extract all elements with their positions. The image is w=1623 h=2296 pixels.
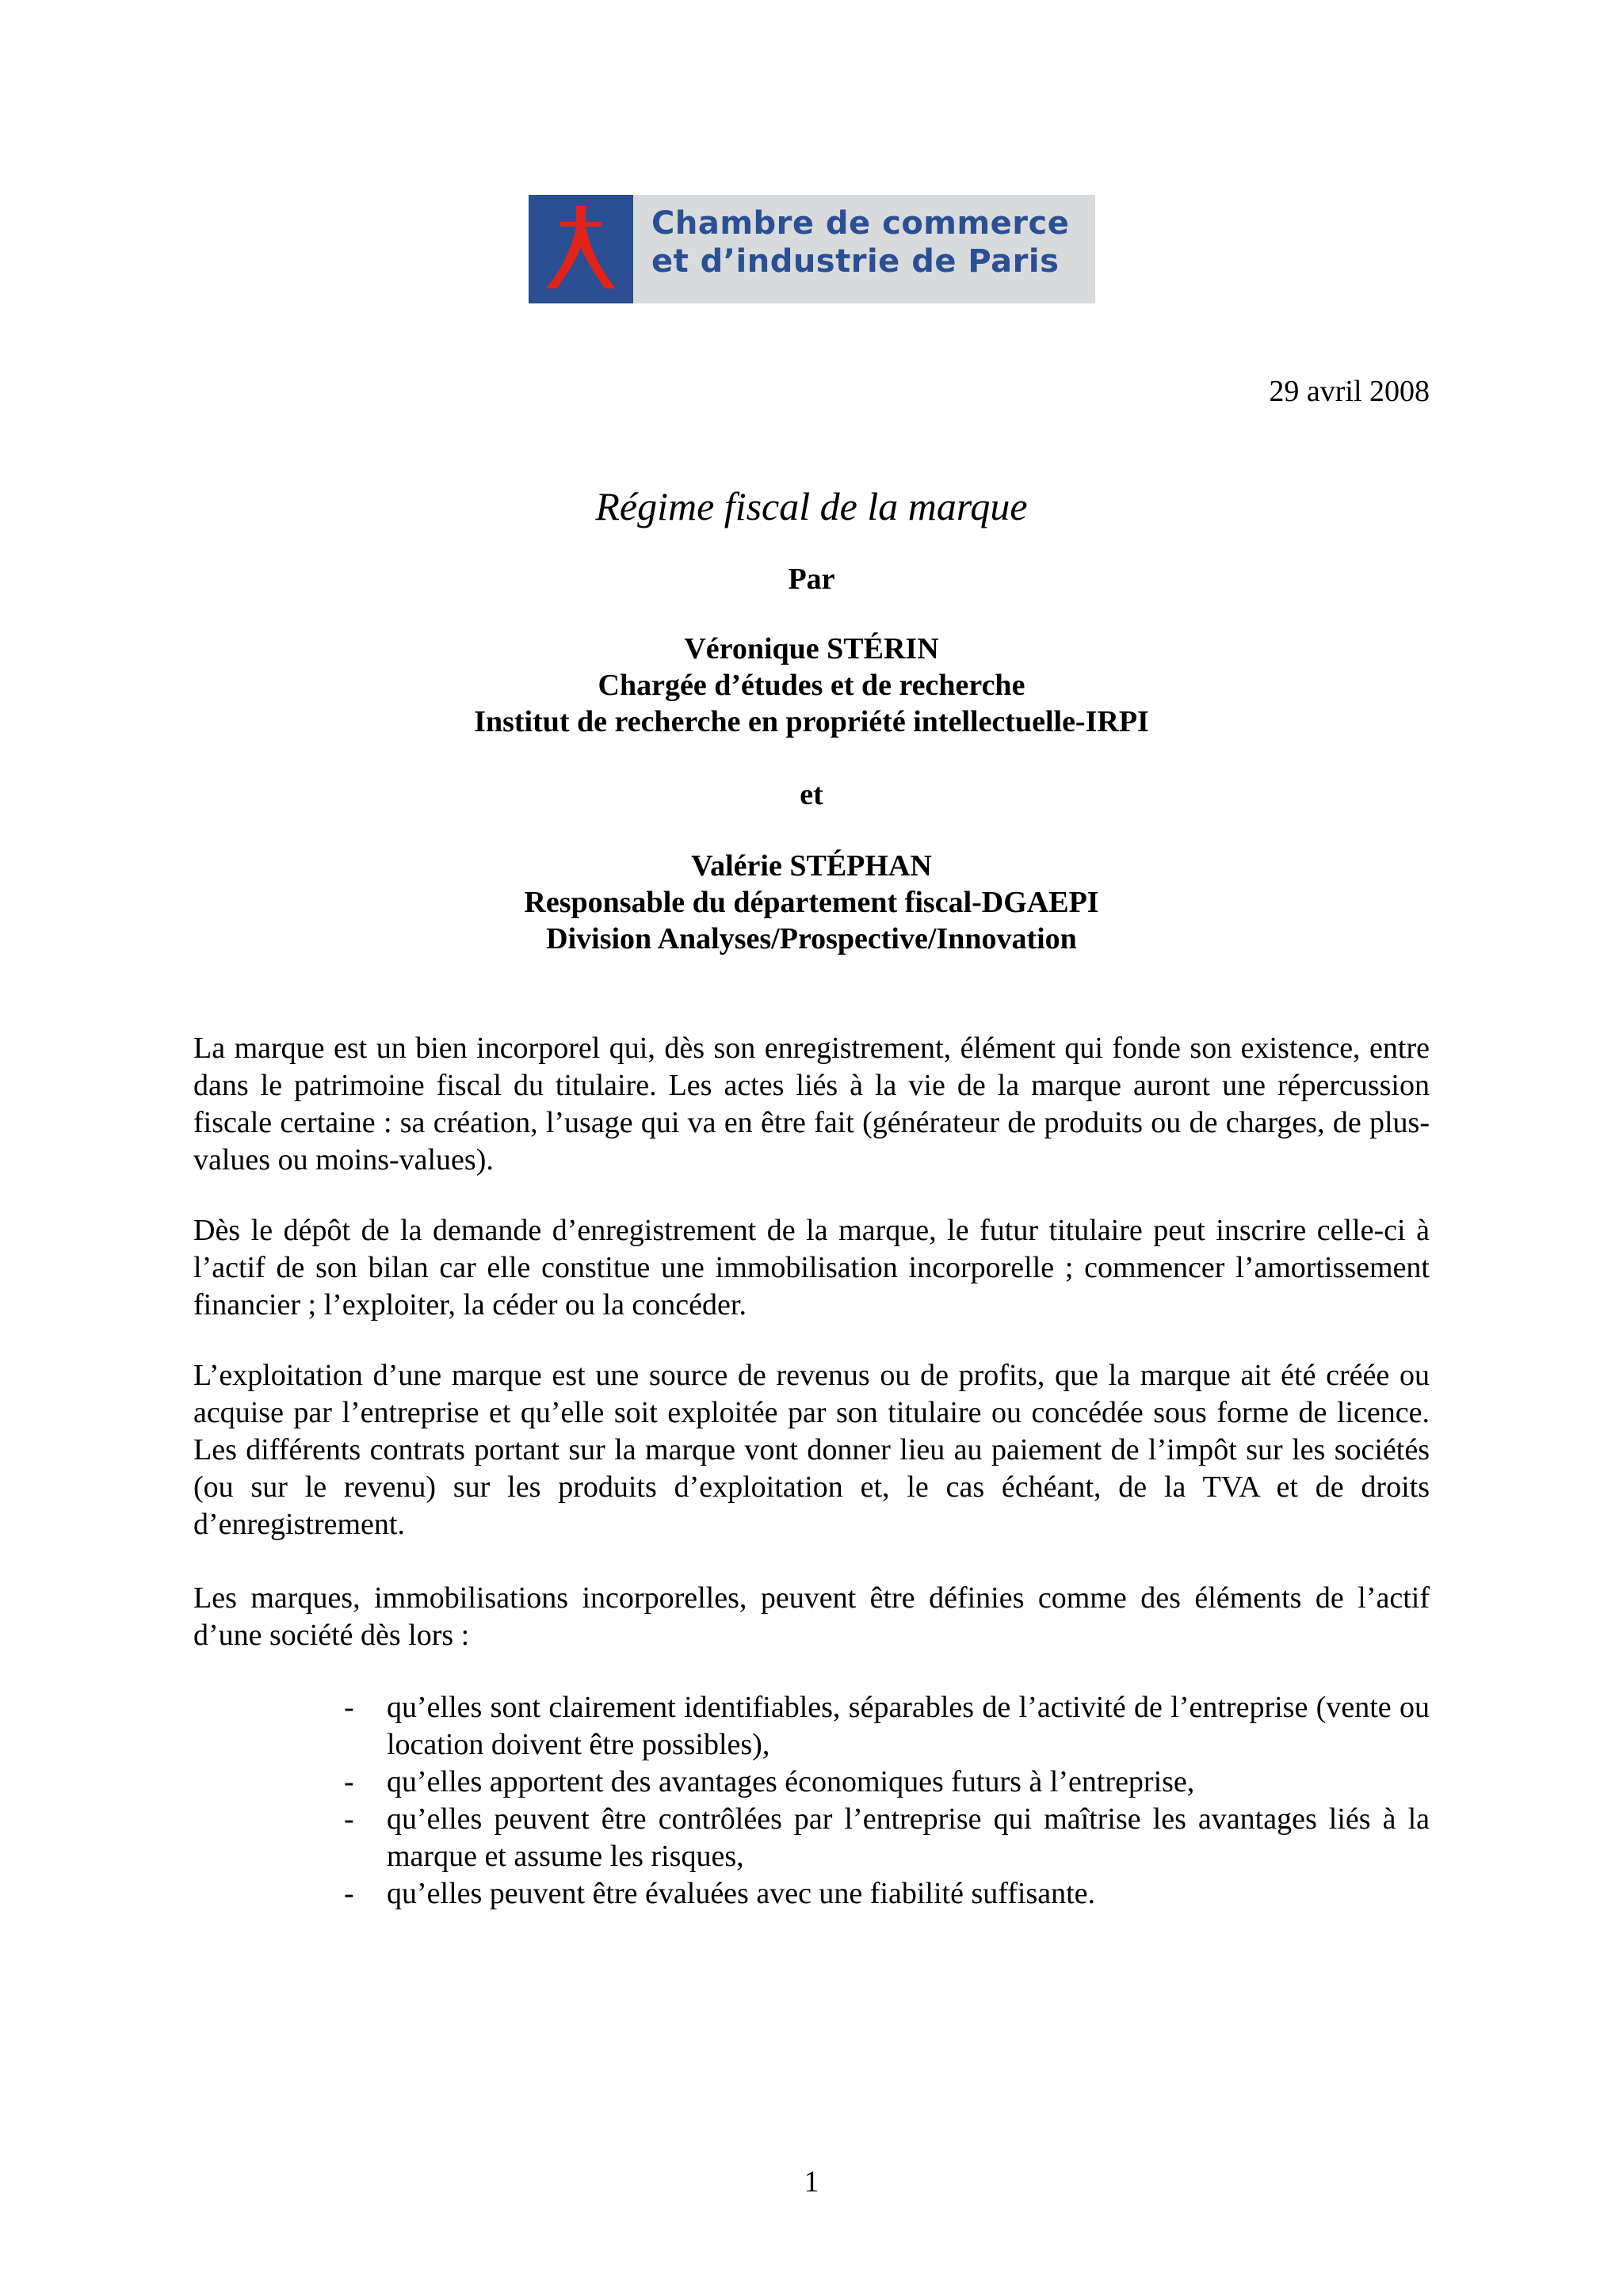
paragraph-text: L’exploitation d’une marque est une source de revenus ou de profits, que la marque ait été créée ou acquise par l’entreprise et qu’elle soit exploitée par son titulaire ou concédée sous forme de licence. Les différents contrats portant sur la marque vont donner lieu au paiement de l’impôt sur les sociétés (ou sur le revenu) sur les produits d’exploitation et, le cas échéant, de la TVA et de droits d’enregistrement. — [193, 1359, 1430, 1541]
logo-line-1: Chambre de commerce — [651, 205, 1070, 242]
cci-paris-logo — [529, 195, 1095, 303]
dash-marker: - — [344, 1802, 354, 1836]
paragraph-1 — [193, 1030, 1430, 1179]
author-block-2 — [0, 848, 1623, 957]
author-organization: Division Analyses/Prospective/Innovation — [546, 922, 1077, 955]
by-label — [0, 561, 1623, 597]
paragraph-3 — [193, 1357, 1430, 1543]
document-date: 29 avril 2008 — [1269, 375, 1430, 408]
paragraph-text: Les marques, immobilisations incorporelles, peuvent être définies comme des éléments de l’actif d’une société dès lors : — [193, 1581, 1430, 1652]
logo-line-2: et d’industrie de Paris — [651, 243, 1060, 280]
page-number: 1 — [804, 2165, 819, 2199]
author-name: Valérie STÉPHAN — [691, 849, 932, 883]
criteria-list — [344, 1689, 1430, 1913]
list-item-text: qu’elles peuvent être évaluées avec une fiabilité suffisante. — [387, 1877, 1096, 1910]
dash-marker: - — [344, 1877, 354, 1910]
author-organization: Institut de recherche en propriété intellectuelle-IRPI — [474, 705, 1149, 738]
et-text: et — [800, 778, 823, 811]
paragraph-2 — [193, 1212, 1430, 1324]
list-item-text: qu’elles sont clairement identifiables, séparables de l’activité de l’entreprise (vente ou location doivent être possibles), — [387, 1691, 1430, 1761]
paragraph-text: La marque est un bien incorporel qui, dès son enregistrement, élément qui fonde son existence, entre dans le patrimoine fiscal du titulaire. Les actes liés à la vie de la marque auront une répercussion fiscale certaine : sa création, l’usage qui va en être fait (générateur de produits ou de charges, de plus-values ou moins-values). — [193, 1032, 1430, 1177]
author-name: Véronique STÉRIN — [684, 632, 939, 666]
list-item-text: qu’elles peuvent être contrôlées par l’entreprise qui maîtrise les avantages liés à la marque et assume les risques, — [387, 1802, 1430, 1873]
tower-crossbar — [560, 222, 601, 227]
author-role: Responsable du département fiscal-DGAEPI — [524, 886, 1099, 919]
par-text: Par — [788, 563, 835, 596]
conjunction — [0, 776, 1623, 813]
document-title: Régime fiscal de la marque — [595, 484, 1028, 528]
dash-marker: - — [344, 1765, 354, 1798]
author-block-1 — [0, 631, 1623, 740]
logo-wordmark — [651, 204, 1069, 280]
list-item-text: qu’elles apportent des avantages économiques futurs à l’entreprise, — [387, 1765, 1195, 1798]
dash-marker: - — [344, 1691, 354, 1724]
list-item — [344, 1801, 1430, 1875]
list-item — [344, 1689, 1430, 1764]
author-role: Chargée d’études et de recherche — [598, 669, 1025, 702]
paragraph-4 — [193, 1580, 1430, 1654]
list-item — [344, 1875, 1430, 1913]
paragraph-text: Dès le dépôt de la demande d’enregistrement de la marque, le futur titulaire peut inscrire celle-ci à l’actif de son bilan car elle constitue une immobilisation incorporelle ; commencer l’amortissement financier ; l’exploiter, la céder ou la concéder. — [193, 1214, 1430, 1322]
list-item — [344, 1764, 1430, 1801]
